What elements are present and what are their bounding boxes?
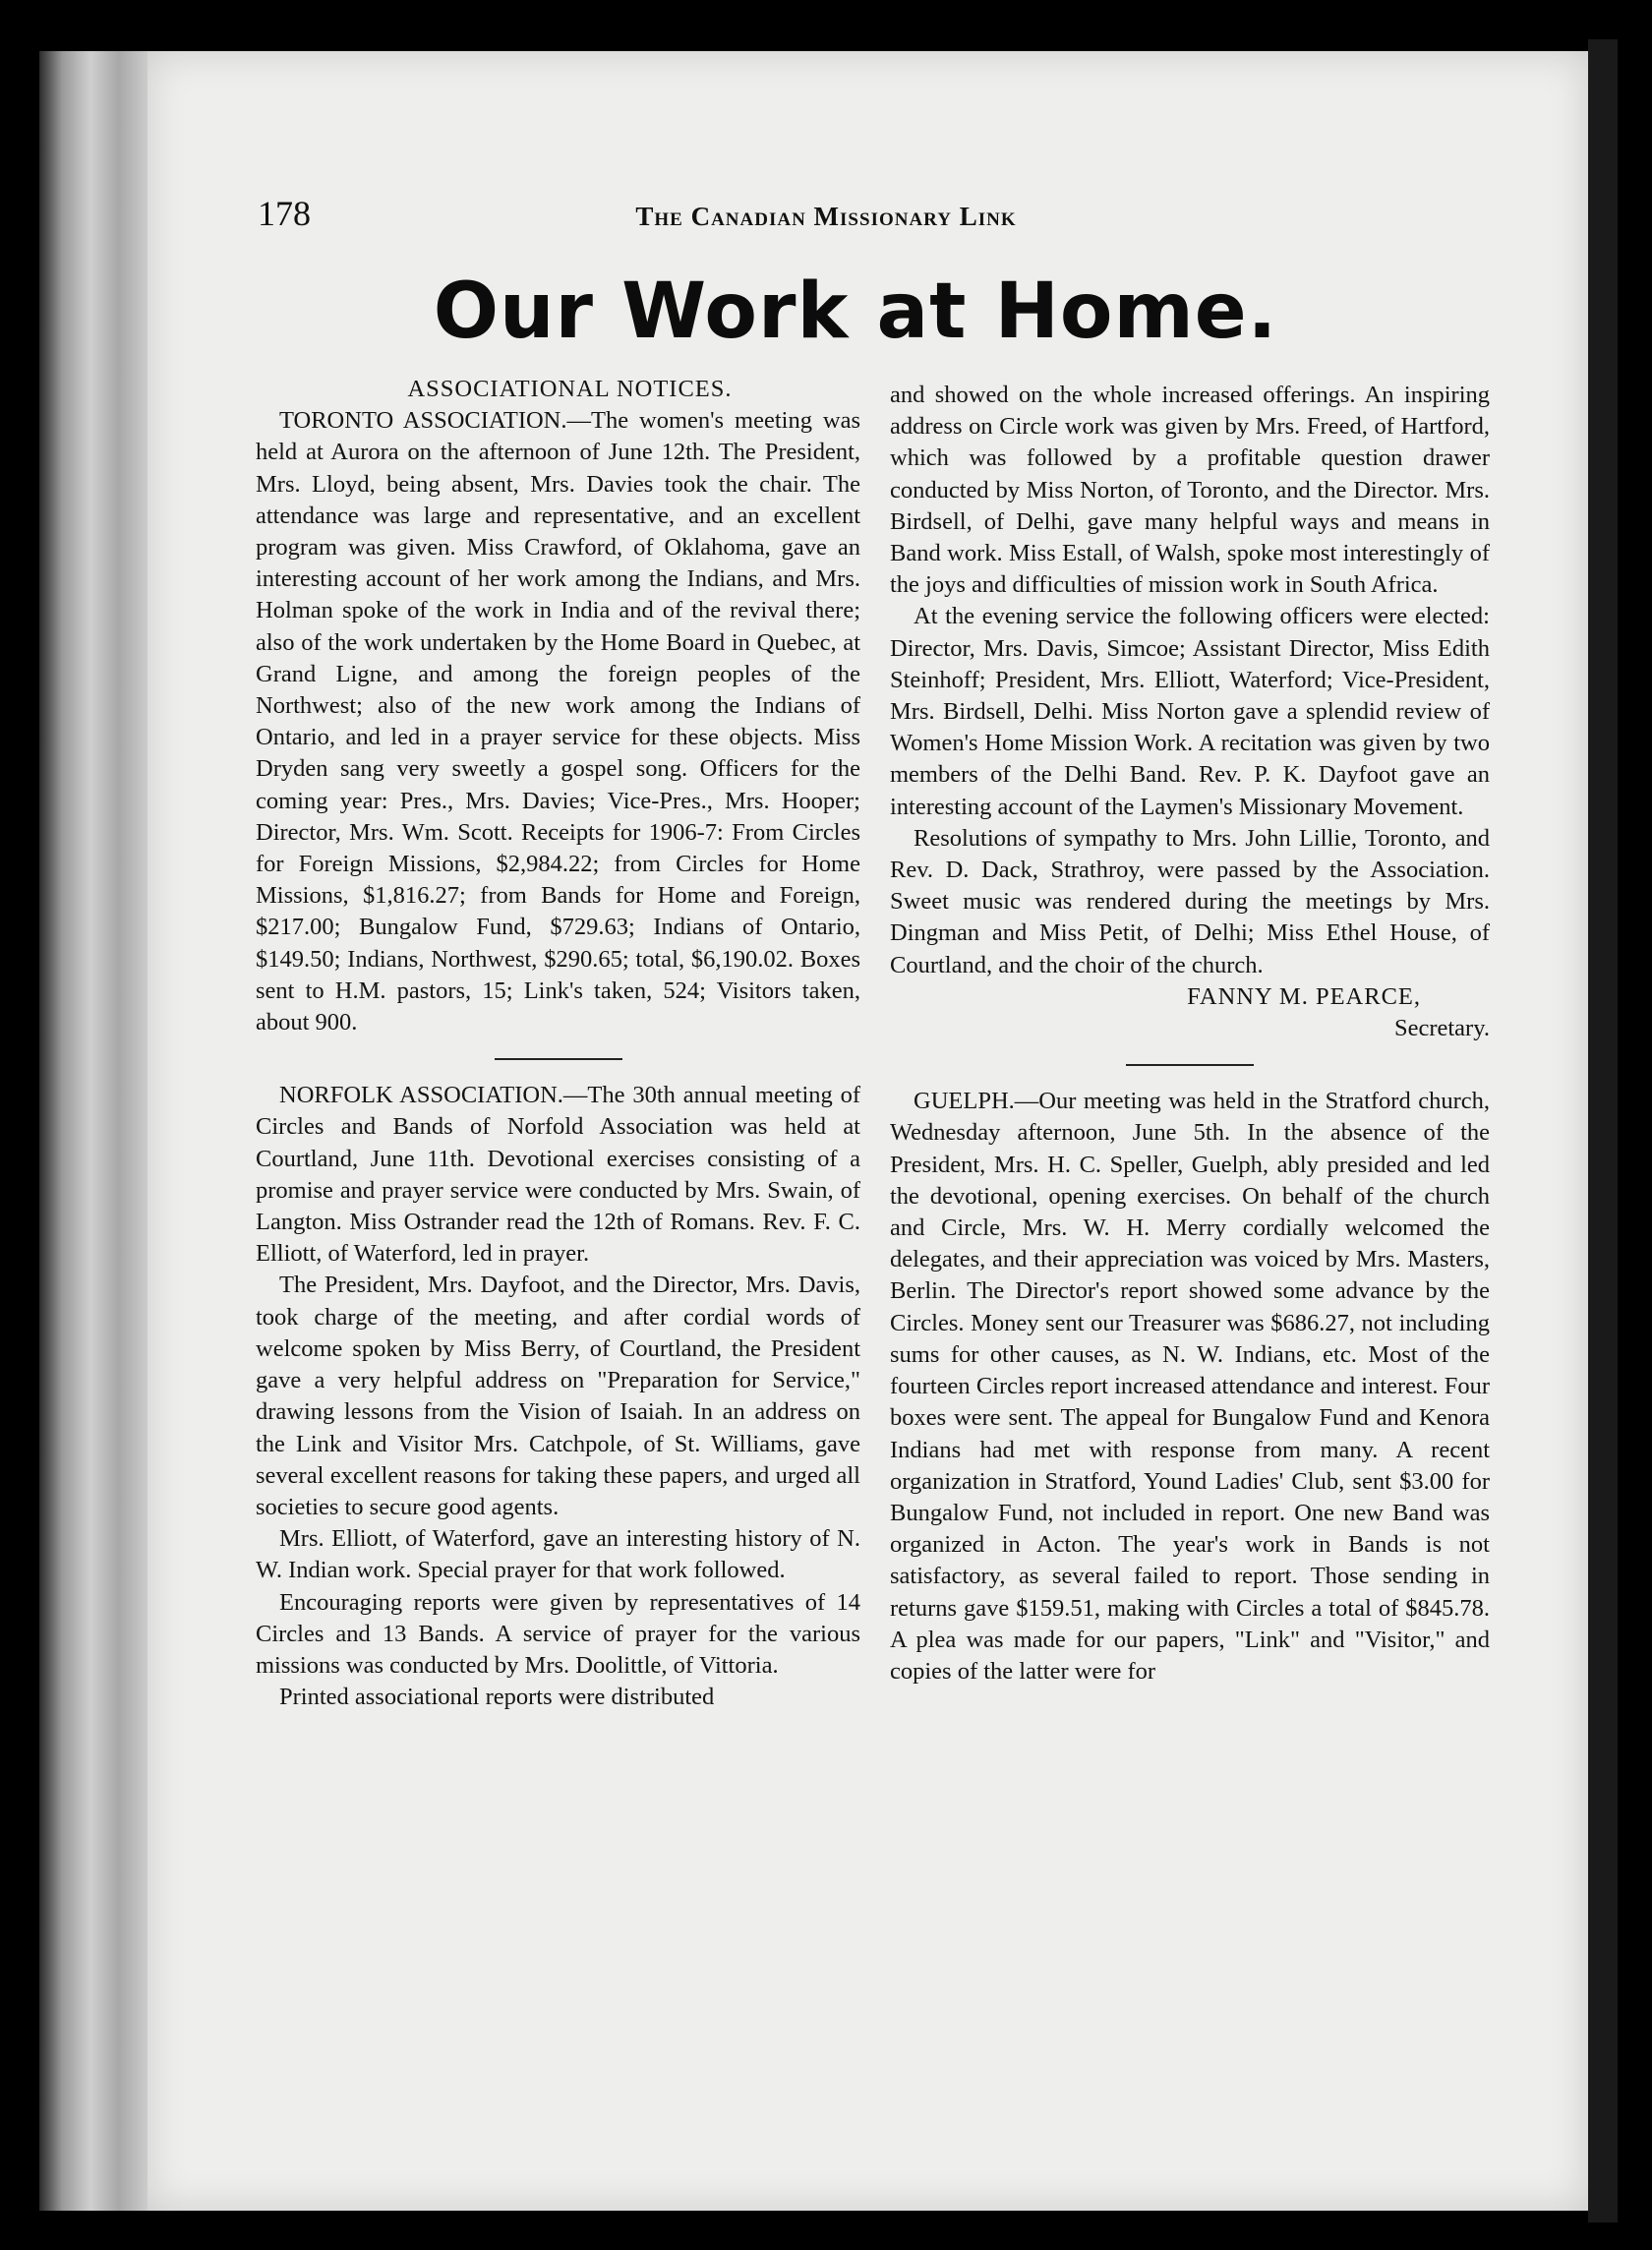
secretary-title: Secretary.	[1393, 1015, 1490, 1042]
page-number: 178	[258, 194, 311, 233]
left-column	[256, 374, 860, 1713]
norfolk-reports-paragraph: Encouraging reports were given by representatives of 14 Circles and 13 Bands. A service of prayer for the various missions was conducted by Mrs. Doolittle, of Vittoria.	[256, 1588, 860, 1679]
page-right-edge	[1588, 39, 1618, 2222]
section-title: Our Work at Home.	[433, 267, 1278, 356]
norfolk-association-paragraph: NORFOLK ASSOCIATION.—The 30th annual meeting of Circles and Bands of Norfold Association was held at Courtland, June 11th. Devotional exercises consisting of a promise and prayer service were conducted by Mrs. Swain, of Langton. Miss Ostrander read the 12th of Romans. Rev. F. C. Elliott, of Waterford, led in prayer.	[256, 1082, 860, 1268]
divider-rule	[495, 1058, 622, 1060]
norfolk-president-paragraph: The President, Mrs. Dayfoot, and the Director, Mrs. Davis, took charge of the meeting, and after cordial words of welcome spoken by Miss Berry, of Courtland, the President gave a very helpful address on "Preparation for Service," drawing lessons from the Vision of Isaiah. In an address on the Link and Visitor Mrs. Catchpole, of St. Williams, gave several excellent reasons for taking these papers, and urged all societies to secure good agents.	[256, 1272, 860, 1520]
guelph-paragraph: GUELPH.—Our meeting was held in the Stratford church, Wednesday afternoon, June 5th. In the absence of the President, Mrs. H. C. Speller, Guelph, ably presided and led the devotional, opening exercises. On behalf of the church and Circle, Mrs. W. H. Merry cordially welcomed the delegates, and their appreciation was voiced by Mrs. Masters, Berlin. The Director's report showed some advance by the Circles. Money sent our Treasurer was $686.27, not including sums for other causes, as N. W. Indians, etc. Most of the fourteen Circles report increased attendance and interest. Four boxes were sent. The appeal for Bungalow Fund and Kenora Indians had met with response from many. A recent organization in Stratford, Yound Ladies' Club, sent $3.00 for Bungalow Fund, not included in report. One new Band was organized in Acton. The year's work in Bands is not satisfactory, as several failed to report. Those sending in returns gave $159.51, making with Circles a total of $845.78. A plea was made for our papers, "Link" and "Visitor," and copies of the latter were for	[890, 1088, 1490, 1685]
right-column	[890, 380, 1490, 1688]
divider-rule	[1126, 1064, 1254, 1066]
norfolk-printed-reports-paragraph: Printed associational reports were distributed	[279, 1684, 715, 1711]
evening-service-paragraph: At the evening service the following officers were elected: Director, Mrs. Davis, Simcoe; Assistant Director, Miss Edith Steinhoff; President, Mrs. Elliott, Waterford; Vice-President, Mrs. Birdsell, Delhi. Miss Norton gave a splendid review of Women's Home Mission Work. A recitation was given by two members of the Delhi Band. Rev. P. K. Dayfoot gave an interesting account of the Laymen's Missionary Movement.	[890, 603, 1490, 820]
norfolk-continued-paragraph: and showed on the whole increased offerings. An inspiring address on Circle work was given by Mrs. Freed, of Hartford, which was followed by a profitable question drawer conducted by Miss Norton, of Toronto, and the Director. Mrs. Birdsell, of Delhi, gave many helpful ways and means in Band work. Miss Estall, of Walsh, spoke most interestingly of the joys and difficulties of mission work in South Africa.	[890, 382, 1490, 599]
associational-notices-heading: ASSOCIATIONAL NOTICES.	[407, 376, 733, 402]
norfolk-elliott-paragraph: Mrs. Elliott, of Waterford, gave an interesting history of N. W. Indian work. Special prayer for that work followed.	[256, 1525, 860, 1584]
secretary-name: FANNY M. PEARCE,	[1187, 982, 1421, 1010]
running-title: The Canadian Missionary Link	[635, 202, 1017, 231]
toronto-association-paragraph: TORONTO ASSOCIATION.—The women's meeting was held at Aurora on the afternoon of June 12th. The President, Mrs. Lloyd, being absent, Mrs. Davies took the chair. The attendance was large and representative, and an excellent program was given. Miss Crawford, of Oklahoma, gave an interesting account of her work among the Indians, and Mrs. Holman spoke of the work in India and of the revival there; also of the work undertaken by the Home Board in Quebec, at Grand Ligne, and among the foreign peoples of the Northwest; also of the new work among the Indians of Ontario, and led in a prayer service for these objects. Miss Dryden sang very sweetly a gospel song. Officers for the coming year: Pres., Mrs. Davies; Vice-Pres., Mrs. Hooper; Director, Mrs. Wm. Scott. Receipts for 1906-7: From Circles for Foreign Missions, $2,984.22; from Circles for Home Missions, $1,816.27; from Bands for Home and Foreign, $217.00; Bungalow Fund, $729.63; Indians of Ontario, $149.50; Indians, Northwest, $290.65; total, $6,190.02. Boxes sent to H.M. pastors, 15; Link's taken, 524; Visitors taken, about 900.	[256, 407, 860, 1036]
resolutions-paragraph: Resolutions of sympathy to Mrs. John Lillie, Toronto, and Rev. D. Dack, Strathroy, were passed by the Association. Sweet music was rendered during the meetings by Mrs. Dingman and Miss Petit, of Delhi; Miss Ethel House, of Courtland, and the choir of the church.	[890, 824, 1490, 978]
